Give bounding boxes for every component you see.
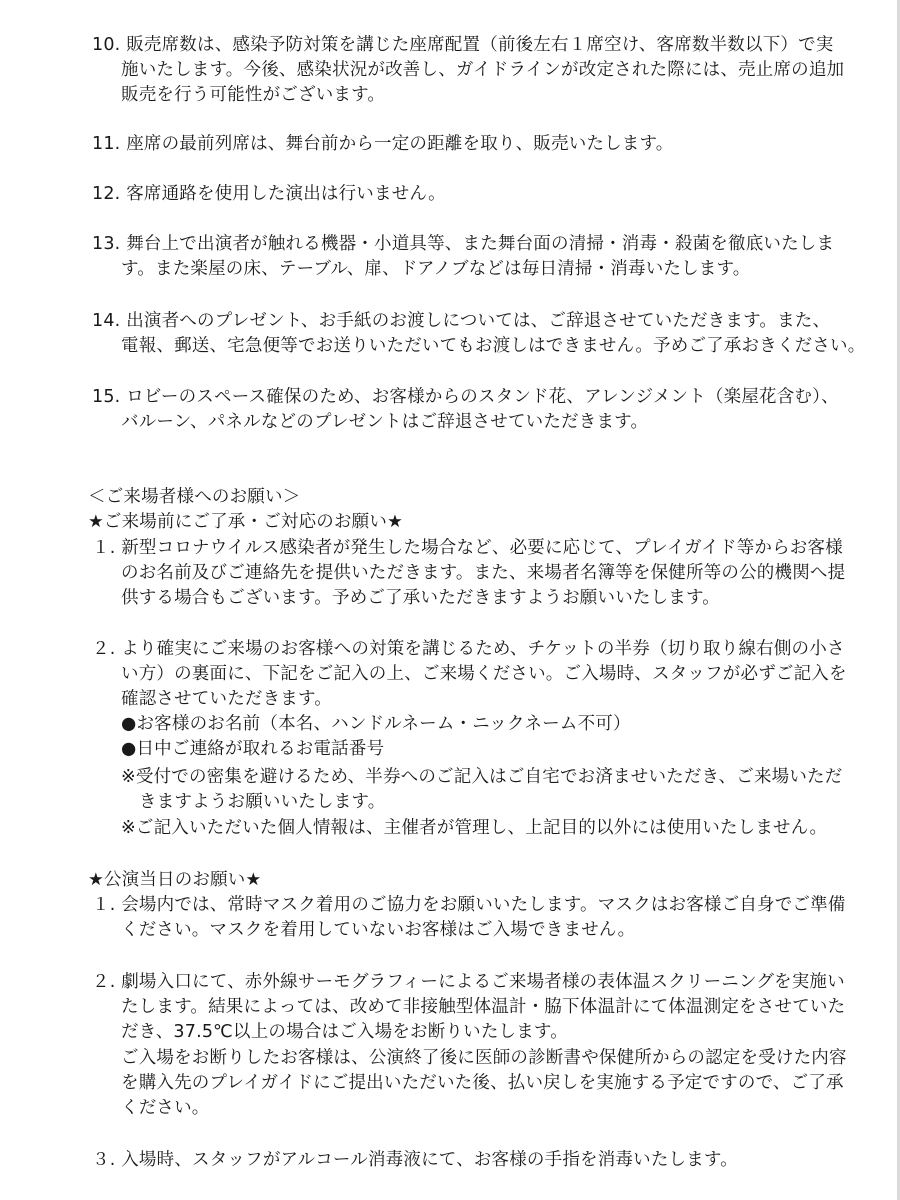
text-line: たします。結果によっては、改めて非接触型体温計・脇下体温計にて体温測定をさせていた bbox=[121, 997, 846, 1017]
text-line: 11. 座席の最前列席は、舞台前から一定の距離を取り、販売いたします。 bbox=[92, 134, 674, 154]
subsection-heading: ★公演当日のお願い★ bbox=[88, 870, 262, 890]
text-line: 14. 出演者へのプレゼント、お手紙のお渡しについては、ご辞退させていただきます。また、 bbox=[92, 311, 831, 331]
note-line: きますようお願いいたします。 bbox=[139, 792, 386, 812]
text-line: ご入場をお断りしたお客様は、公演終了後に医師の診断書や保健所からの認定を受けた内容 bbox=[121, 1048, 847, 1068]
text-line: １. 新型コロナウイルス感染者が発生した場合など、必要に応じて、プレイガイド等からお客様 bbox=[92, 538, 843, 558]
text-line: 電報、郵送、宅急便等でお送りいただいてもお渡しはできません。予めご了承おきください。 bbox=[121, 336, 866, 356]
note-line: ※受付での密集を避けるため、半券へのご記入はご自宅でお済ませいただき、ご来場いただ bbox=[121, 767, 843, 787]
note-line: ※ご記入いただいた個人情報は、主催者が管理し、上記目的以外には使用いたしません。 bbox=[121, 818, 828, 838]
text-line: ２. 劇場入口にて、赤外線サーモグラフィーによるご来場者様の表体温スクリーニングを実施い bbox=[92, 972, 845, 992]
text-line: い方）の裏面に、下記をご記入の上、ご来場ください。ご入場時、スタッフが必ずご記入を bbox=[121, 664, 847, 684]
text-line: 供する場合もございます。予めご了承いただきますようお願いいたします。 bbox=[121, 588, 720, 608]
text-line: ください。マスクを着用していないお客様はご入場できません。 bbox=[121, 920, 636, 940]
bullet-item: ●お客様のお名前（本名、ハンドルネーム・ニックネーム不可） bbox=[121, 714, 631, 734]
text-line: ２. より確実にご来場のお客様への対策を講じるため、チケットの半券（切り取り線右側の小さ bbox=[92, 639, 845, 659]
text-line: 確認させていただきます。 bbox=[121, 689, 332, 709]
text-line: 10. 販売席数は、感染予防対策を講じた座席配置（前後左右１席空け、客席数半数以下）で実 bbox=[92, 35, 834, 55]
text-line: 13. 舞台上で出演者が触れる機器・小道具等、また舞台面の清掃・消毒・殺菌を徹底いたしま bbox=[92, 234, 835, 254]
text-line: 12. 客席通路を使用した演出は行いません。 bbox=[92, 184, 446, 204]
text-line: だき、37.5℃以上の場合はご入場をお断りいたします。 bbox=[121, 1022, 568, 1042]
text-line: のお名前及びご連絡先を提供いただきます。また、来場者名簿等を保健所等の公的機関へ提 bbox=[121, 563, 846, 583]
text-line: バルーン、パネルなどのプレゼントはご辞退させていただきます。 bbox=[121, 412, 649, 432]
section-heading: ＜ご来場者様へのお願い＞ bbox=[88, 487, 301, 507]
bullet-item: ●日中ご連絡が取れるお電話番号 bbox=[121, 739, 385, 759]
text-line: ３. 入場時、スタッフがアルコール消毒液にて、お客様の手指を消毒いたします。 bbox=[92, 1150, 738, 1170]
subsection-heading: ★ご来場前にご了承・ご対応のお願い★ bbox=[88, 512, 403, 532]
text-line: 販売を行う可能性がございます。 bbox=[121, 85, 386, 105]
text-line: １. 会場内では、常時マスク着用のご協力をお願いいたします。マスクはお客様ご自身でご準備 bbox=[92, 895, 846, 915]
text-line: 施いたします。今後、感染状況が改善し、ガイドラインが改定された際には、売止席の追加 bbox=[121, 60, 845, 80]
text-line: 15. ロビーのスペース確保のため、お客様からのスタンド花、アレンジメント（楽屋花含む）、 bbox=[92, 387, 839, 407]
text-line: を購入先のプレイガイドにご提出いただいた後、払い戻しを実施する予定ですので、ご了承 bbox=[121, 1073, 844, 1093]
text-line: す。また楽屋の床、テーブル、扉、ドアノブなどは毎日清掃・消毒いたします。 bbox=[121, 259, 751, 279]
text-line: ください。 bbox=[121, 1098, 210, 1118]
